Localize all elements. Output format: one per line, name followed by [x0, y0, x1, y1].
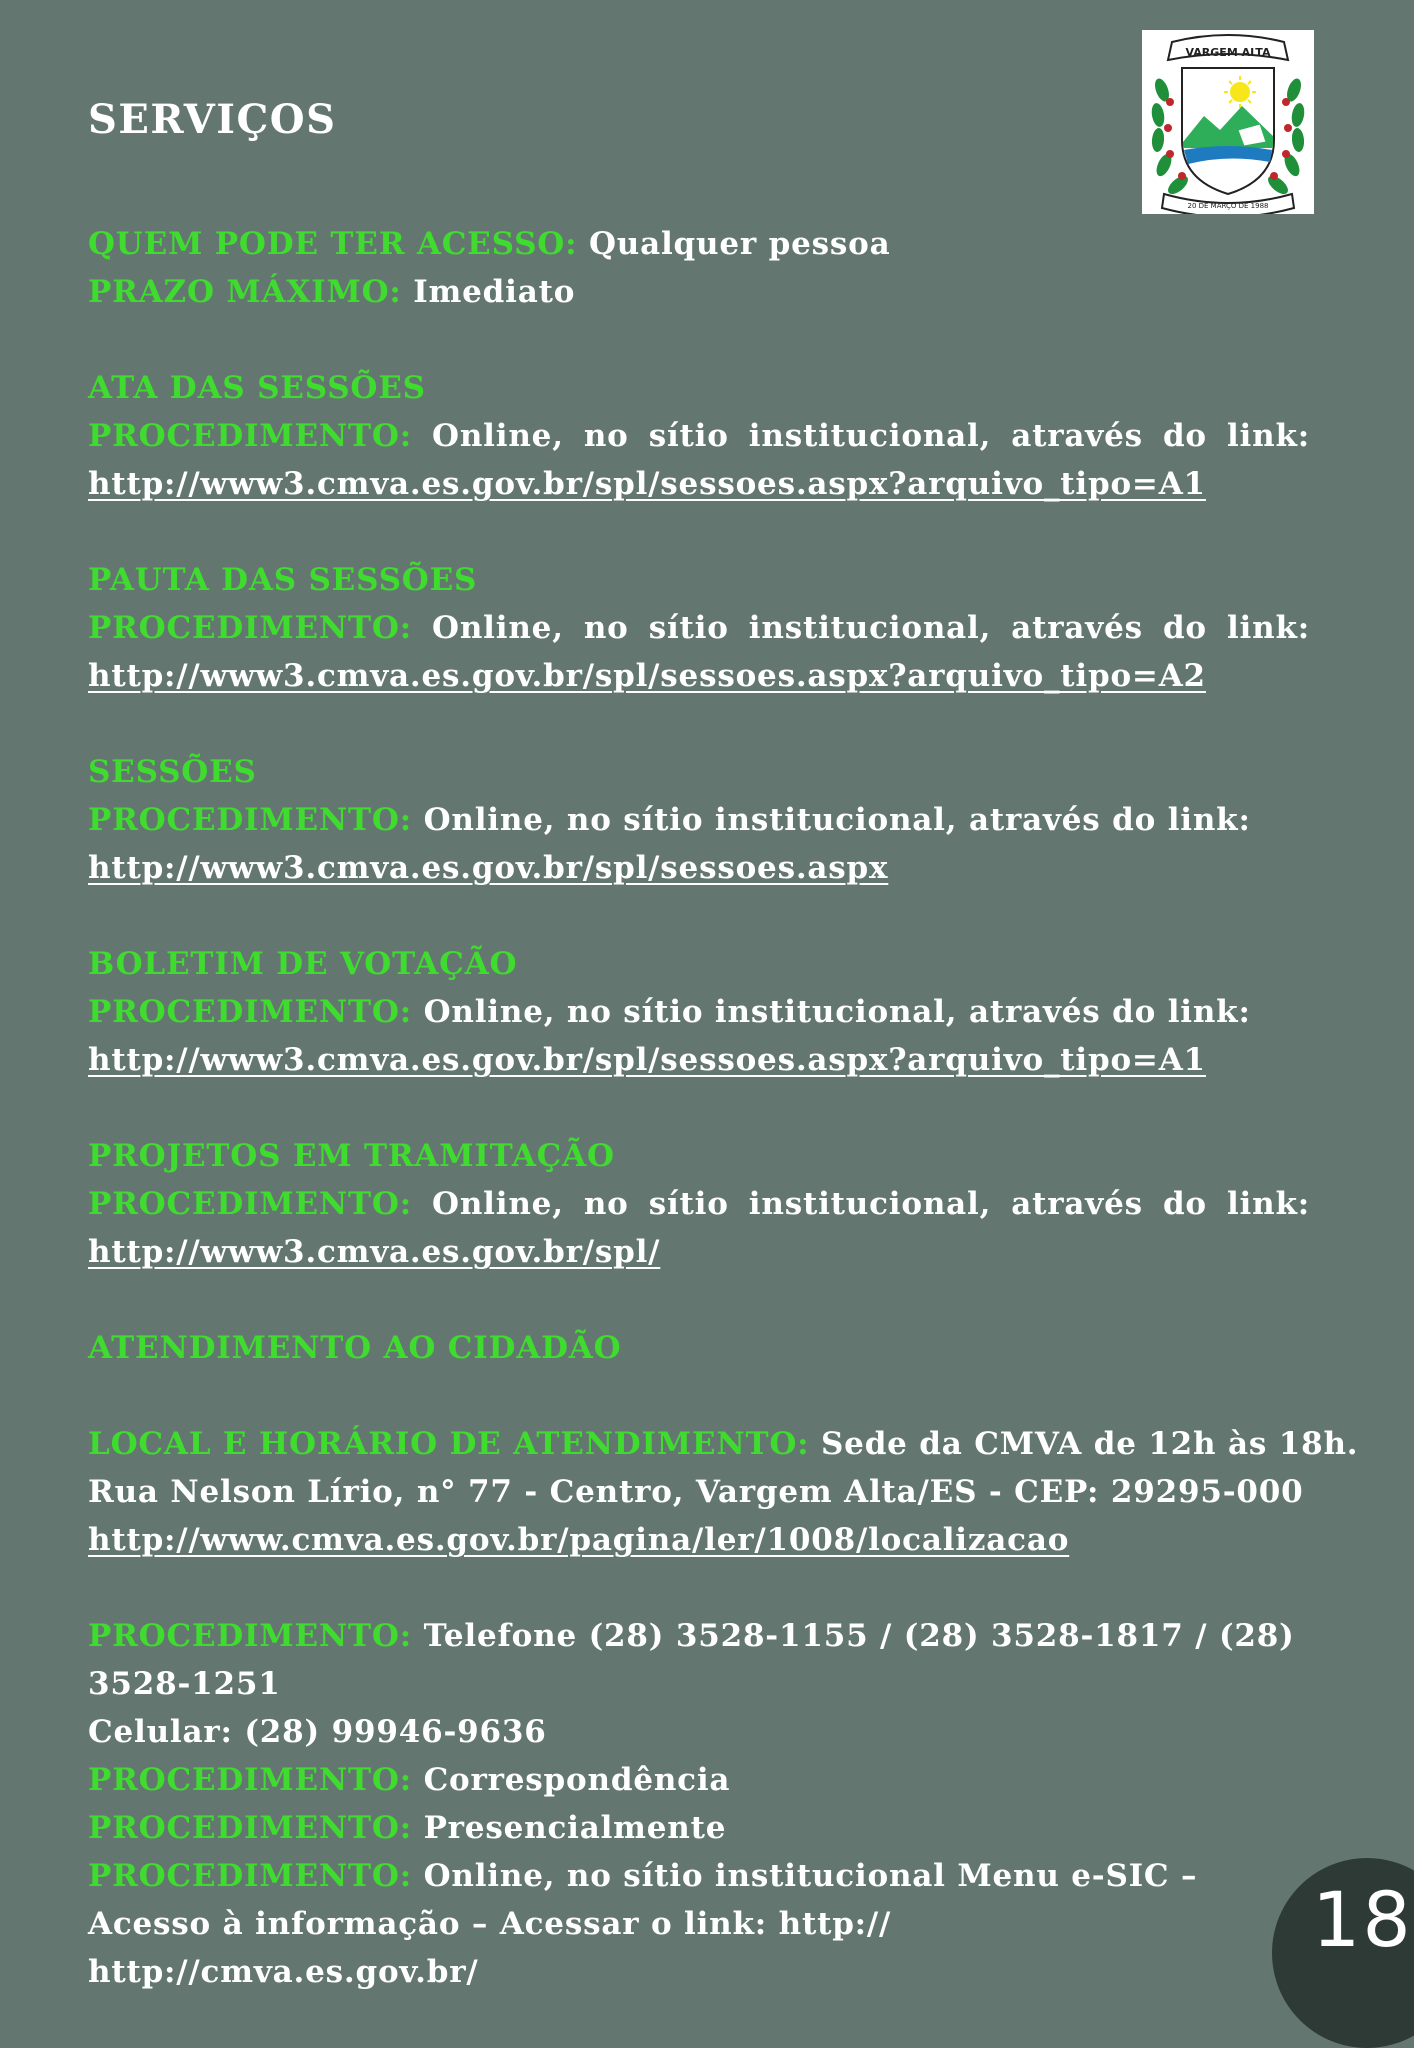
- in-person-line: [88, 1804, 1310, 1852]
- procedure-text: Online, no sítio institucional, através do link:: [423, 802, 1251, 838]
- link-pauta-sessoes[interactable]: http://www3.cmva.es.gov.br/spl/sessoes.aspx?arquivo_tipo=A2: [88, 658, 1206, 694]
- procedure-text: Online, no sítio institucional, através do link:: [432, 610, 1310, 646]
- procedure-label: PROCEDIMENTO:: [88, 1810, 412, 1846]
- esic-text: Online, no sítio institucional Menu e-SIC – Acesso à informação – Acessar o link: http:// http://cmva.es.gov.br/: [88, 1858, 1198, 1990]
- local-value: Sede da CMVA de 12h às 18h.: [820, 1426, 1359, 1462]
- access-label: QUEM PODE TER ACESSO:: [88, 226, 578, 262]
- section-heading-sessoes: SESSÕES: [88, 754, 257, 790]
- link-sessoes[interactable]: http://www3.cmva.es.gov.br/spl/sessoes.aspx: [88, 850, 889, 886]
- mail-line: [88, 1756, 1310, 1804]
- page-number: 18: [1312, 1875, 1413, 1964]
- section-heading-projetos: PROJETOS EM TRAMITAÇÃO: [88, 1138, 615, 1174]
- procedure-text: Online, no sítio institucional, através do link:: [432, 1186, 1310, 1222]
- procedure-text: Online, no sítio institucional, através do link:: [423, 994, 1251, 1030]
- section-heading-ata: ATA DAS SESSÕES: [88, 370, 426, 406]
- section-heading-pauta: PAUTA DAS SESSÕES: [88, 562, 478, 598]
- logo-bottom-text: 20 DE MARÇO DE 1988: [1187, 202, 1269, 210]
- municipal-coat-of-arms-logo: [1142, 30, 1314, 214]
- procedure-label: PROCEDIMENTO:: [88, 1186, 412, 1222]
- local-label: LOCAL E HORÁRIO DE ATENDIMENTO:: [88, 1426, 810, 1462]
- phone-text: Telefone (28) 3528-1155 / (28) 3528-1817 / (28) 3528-1251: [88, 1618, 1295, 1702]
- services-content: [88, 220, 1359, 1996]
- cell-text: Celular: (28) 99946-9636: [88, 1714, 547, 1750]
- procedure-label: PROCEDIMENTO:: [88, 1858, 412, 1894]
- link-boletim-votacao[interactable]: http://www3.cmva.es.gov.br/spl/sessoes.aspx?arquivo_tipo=A1: [88, 1042, 1206, 1078]
- procedure-label: PROCEDIMENTO:: [88, 802, 412, 838]
- in-person-text: Presencialmente: [423, 1810, 727, 1846]
- logo-top-text: VARGEM ALTA: [1185, 46, 1271, 59]
- esic-line: [88, 1852, 1268, 1996]
- procedure-line: [88, 604, 1310, 652]
- coat-of-arms-icon: [1142, 30, 1314, 214]
- procedure-label: PROCEDIMENTO:: [88, 1762, 412, 1798]
- procedure-label: PROCEDIMENTO:: [88, 610, 412, 646]
- link-ata-sessoes[interactable]: http://www3.cmva.es.gov.br/spl/sessoes.aspx?arquivo_tipo=A1: [88, 466, 1206, 502]
- page-title: SERVIÇOS: [88, 96, 337, 143]
- procedure-label: PROCEDIMENTO:: [88, 1618, 412, 1654]
- procedure-line: [88, 988, 1310, 1036]
- deadline-label: PRAZO MÁXIMO:: [88, 274, 402, 310]
- procedure-line: [88, 796, 1310, 844]
- attendance-heading: ATENDIMENTO AO CIDADÃO: [88, 1330, 622, 1366]
- procedure-line: [88, 1180, 1310, 1228]
- address-text: Rua Nelson Lírio, n° 77 - Centro, Vargem Alta/ES - CEP: 29295-000: [88, 1474, 1304, 1510]
- section-heading-boletim: BOLETIM DE VOTAÇÃO: [88, 946, 518, 982]
- procedure-label: PROCEDIMENTO:: [88, 418, 412, 454]
- link-localizacao[interactable]: http://www.cmva.es.gov.br/pagina/ler/1008/localizacao: [88, 1522, 1070, 1558]
- procedure-text: Online, no sítio institucional, através do link:: [432, 418, 1310, 454]
- phone-line: [88, 1612, 1310, 1708]
- access-line: [88, 220, 1310, 268]
- link-projetos-tramitacao[interactable]: http://www3.cmva.es.gov.br/spl/: [88, 1234, 661, 1270]
- deadline-value: Imediato: [413, 274, 576, 310]
- procedure-line: [88, 412, 1310, 460]
- procedure-label: PROCEDIMENTO:: [88, 994, 412, 1030]
- deadline-line: [88, 268, 1310, 316]
- local-line: [88, 1420, 1359, 1468]
- access-value: Qualquer pessoa: [588, 226, 891, 262]
- mail-text: Correspondência: [423, 1762, 731, 1798]
